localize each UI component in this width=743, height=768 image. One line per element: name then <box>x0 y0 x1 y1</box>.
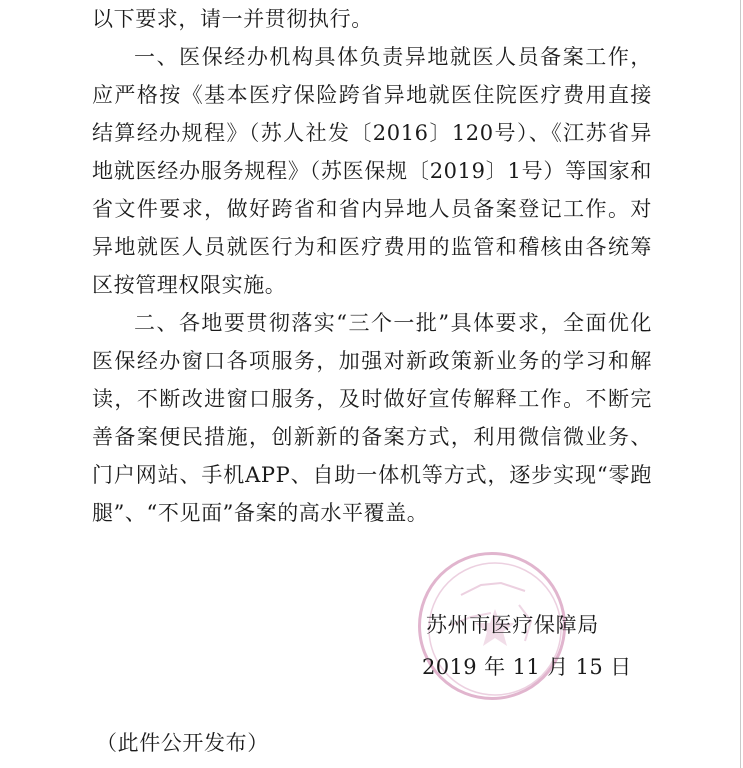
page-edge <box>740 0 741 768</box>
publication-note: （此件公开发布） <box>96 731 269 755</box>
issuer-name: 苏州市医疗保障局 <box>426 613 599 637</box>
paragraph-item-2: 二、各地要贯彻落实“三个一批”具体要求，全面优化医保经办窗口各项服务，加强对新政策新业务的学习和解读，不断改进窗口服务，及时做好宣传解释工作。不断完善备案便民措施，创新新的备案方式，利用微信微业务、门户网站、手机APP、自助一体机等方式，逐步实现“零跑腿”、“不见面”备案的高水平覆盖。 <box>92 311 652 525</box>
issue-date: 2019 年 11 月 15 日 <box>422 655 632 679</box>
paragraph-intro: 以下要求，请一并贯彻执行。 <box>92 7 373 31</box>
paragraph-item-1: 一、医保经办机构具体负责异地就医人员备案工作，应严格按《基本医疗保险跨省异地就医住院医疗费用直接结算经办规程》（苏人社发〔2016〕120号）、《江苏省异地就医经办服务规程》（苏医保规〔2019〕1号）等国家和省文件要求，做好跨省和省内异地人员备案登记工作。对异地就医人员就医行为和医疗费用的监管和稽核由各统筹区按管理权限实施。 <box>92 45 652 297</box>
